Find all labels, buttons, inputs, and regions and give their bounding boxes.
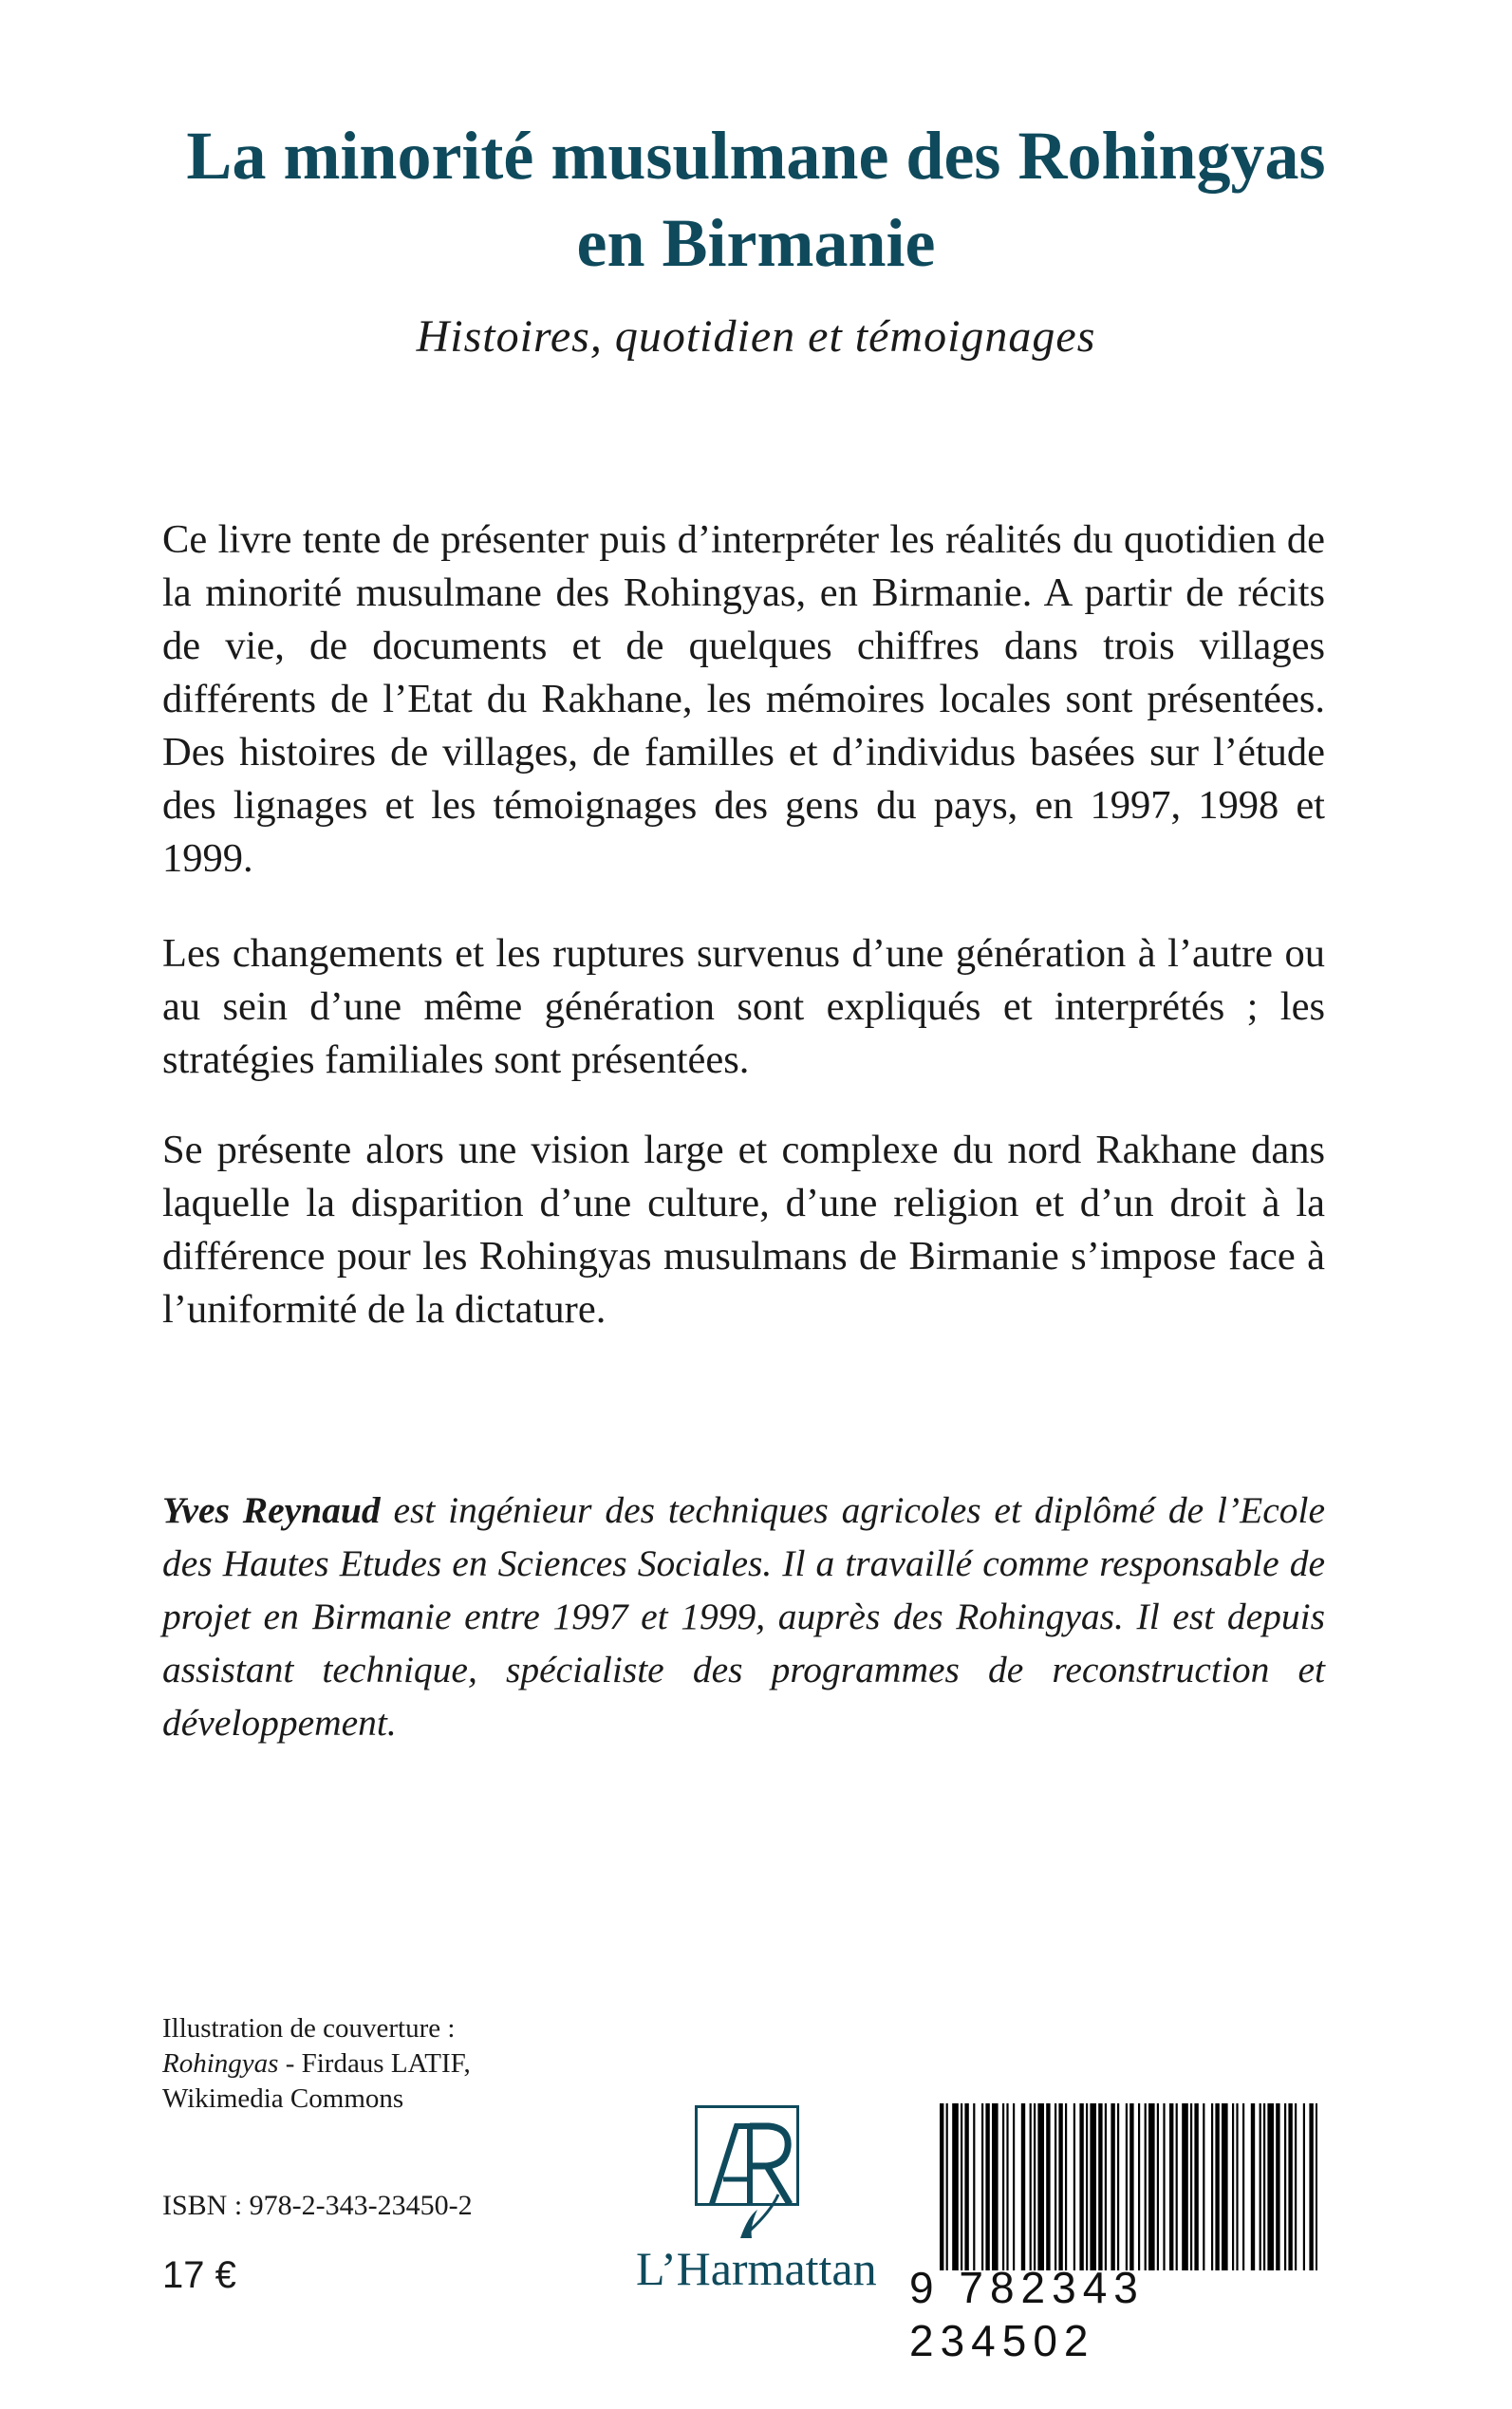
- credit-work-line: [162, 2046, 471, 2082]
- barcode-bar: [964, 2103, 968, 2274]
- book-subtitle: Histoires, quotidien et témoignages: [416, 311, 1096, 362]
- barcode-bar: [1295, 2103, 1297, 2274]
- barcode-bar: [1169, 2103, 1173, 2274]
- barcode-bar: [1303, 2103, 1305, 2274]
- barcode-bar: [1098, 2103, 1102, 2274]
- barcode-bar: [1046, 2103, 1050, 2274]
- credit-author: - Firdaus LATIF,: [278, 2048, 471, 2079]
- author-bio-text: est ingénieur des techniques agricoles et diplômé de l’Ecole des Hautes Etudes en Sciences Sociales. Il a travaillé comme responsable de projet en Birmanie entre 1997 et 1999, auprès des Rohingyas. Il est depuis assistant technique, spécialiste des programmes de reconstruction et développement.: [162, 1489, 1325, 1744]
- barcode-bar: [1284, 2103, 1286, 2274]
- harmattan-logo-icon: [636, 2088, 877, 2325]
- credit-label: Illustration de couverture :: [162, 2013, 456, 2044]
- blurb-paragraph-3: Se présente alors une vision large et complexe du nord Rakhane dans laquelle la disparition d’une culture, d’une religion et d’un droit à la différence pour les Rohingyas musulmans de Birmanie s’impose face à l’uniformité de la dictature.: [162, 1128, 1325, 1332]
- barcode-bar: [1288, 2103, 1292, 2274]
- barcode-bar: [1182, 2103, 1188, 2274]
- publisher-monogram-icon: [636, 2088, 864, 2240]
- barcode-bar: [1105, 2103, 1107, 2274]
- barcode-bar: [1276, 2103, 1279, 2274]
- barcode-bar: [1002, 2103, 1004, 2274]
- author-bio: [162, 1484, 1325, 1749]
- barcode-bar: [1030, 2103, 1032, 2274]
- credit-source: Wikimedia Commons: [162, 2083, 404, 2114]
- barcode-bar: [1055, 2103, 1056, 2274]
- barcode-bar: [1126, 2103, 1128, 2274]
- book-title-line2: en Birmanie: [576, 205, 936, 281]
- barcode-bar: [1021, 2103, 1025, 2274]
- blurb-paragraph-1: Ce livre tente de présenter puis d’interpréter les réalités du quotidien de la minorité musulmane des Rohingyas, en Birmanie. A partir de récits de vie, de documents et de quelques chiffres dans trois villages différents de l’Etat du Rakhane, les mémoires locales sont présentées. Des histoires de villages, de familles et d’individus basées sur l’étude des lignages et les témoignages des gens du pays, en 1997, 1998 et 1999.: [162, 517, 1325, 881]
- barcode-bar: [1215, 2103, 1219, 2274]
- barcode-bar: [1236, 2103, 1238, 2274]
- barcode-bar: [973, 2103, 975, 2274]
- barcode-bar: [961, 2103, 962, 2274]
- barcode-bar: [1194, 2103, 1198, 2274]
- barcode-bar: [1058, 2103, 1062, 2274]
- credit-work: Rohingyas: [162, 2048, 279, 2079]
- barcode-bar: [952, 2103, 959, 2274]
- barcode-bar: [985, 2103, 989, 2274]
- barcode-bar: [1190, 2103, 1192, 2274]
- barcode-bar: [1148, 2103, 1155, 2274]
- barcode-bar: [1163, 2103, 1165, 2274]
- book-title-line1: La minorité musulmane des Rohingyas: [186, 118, 1326, 194]
- price-text: 17 €: [162, 2254, 236, 2296]
- barcode-bar: [1013, 2103, 1015, 2274]
- publisher-name: L’Harmattan: [636, 2242, 877, 2295]
- author-name: Yves Reynaud: [162, 1489, 381, 1531]
- barcode-bar: [1037, 2103, 1044, 2274]
- barcode-bar: [1073, 2103, 1075, 2274]
- barcode-bar: [1034, 2103, 1036, 2274]
- barcode-bar: [1090, 2103, 1096, 2274]
- barcode-bar: [1117, 2103, 1119, 2274]
- barcode-bar: [1263, 2103, 1265, 2274]
- barcode-bar: [1006, 2103, 1008, 2274]
- barcode-bar: [1176, 2103, 1178, 2274]
- barcode-bar: [1079, 2103, 1083, 2274]
- barcode-bar: [1086, 2103, 1088, 2274]
- barcode-bar: [1157, 2103, 1159, 2274]
- blurb-paragraph-2: Les changements et les ruptures survenus d’une génération à l’autre ou au sein d’une même génération sont expliqués et interprétés ; les stratégies familiales sont présentées.: [162, 931, 1325, 1082]
- barcode-bar: [1232, 2103, 1234, 2274]
- barcode-bar: [1242, 2103, 1244, 2274]
- book-title: [114, 112, 1398, 287]
- cover-credit: [162, 2011, 471, 2117]
- barcode-bar: [1260, 2103, 1261, 2274]
- barcode-digits: 9 782343 234502: [909, 2263, 1145, 2365]
- barcode-bar: [1203, 2103, 1204, 2274]
- barcode-bar: [1251, 2103, 1255, 2274]
- barcode-bar: [1211, 2103, 1213, 2274]
- barcode-bar: [1267, 2103, 1274, 2274]
- barcode-bar: [981, 2103, 983, 2274]
- barcode-bar: [1145, 2103, 1147, 2274]
- barcode-bar: [992, 2103, 999, 2274]
- barcode-bar: [1111, 2103, 1114, 2274]
- isbn-text: ISBN : 978-2-343-23450-2: [162, 2190, 473, 2221]
- barcode-bar: [1222, 2103, 1228, 2274]
- barcode-bar: [1065, 2103, 1067, 2274]
